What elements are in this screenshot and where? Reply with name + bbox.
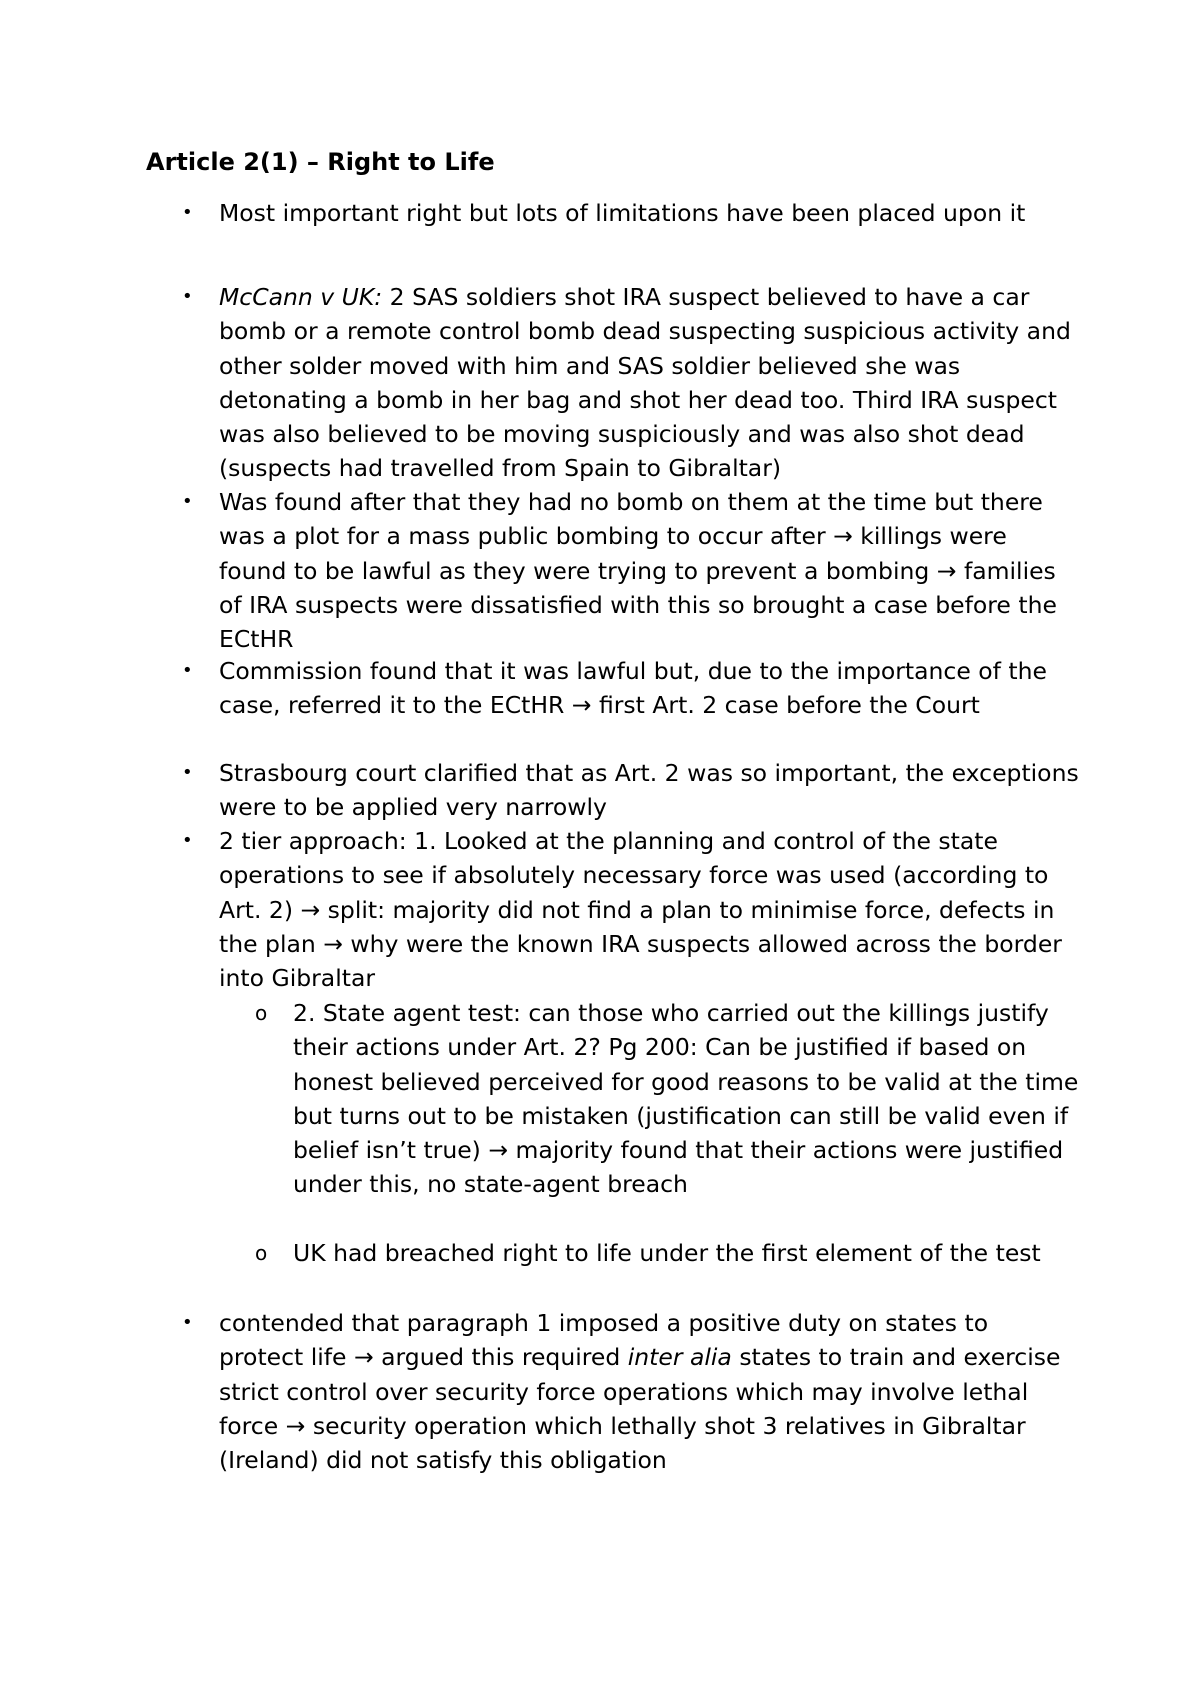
item-text: states to train and exercise strict control over security force operations which may involve lethal force <box>219 1343 1061 1440</box>
list-item <box>219 196 1079 230</box>
item-text: 2 tier approach: 1. Looked at the planning and control of the state operations to see if absolutely necessary force was used (according to Art. 2) <box>219 827 1049 924</box>
arrow-icon: → <box>488 1136 509 1165</box>
latin-phrase: inter alia <box>627 1343 732 1372</box>
sub-bullet-icon: o <box>255 1241 268 1265</box>
item-text: Was found after that they had no bomb on them at the time but there was a plot for a mass public bombing to occur after <box>219 488 1043 551</box>
item-text: killings were found to be lawful as they were trying to prevent a bombing <box>219 522 1007 585</box>
item-text: security operation which lethally shot 3 relatives in Gibraltar (Ireland) did not satisfy this obligation <box>219 1411 1026 1475</box>
bullet-icon: • <box>182 1312 193 1333</box>
item-text: Strasbourg court clarified that as Art. 2 was so important, the exceptions were to be applied very narrowly <box>219 759 1079 822</box>
bullet-icon: • <box>182 286 193 307</box>
item-text: contended that paragraph 1 imposed a positive duty on states to protect life <box>219 1309 989 1372</box>
arrow-icon: → <box>285 1411 306 1440</box>
bullet-icon: • <box>182 660 193 681</box>
item-text: UK had breached right to life under the first element of the test <box>293 1239 1041 1267</box>
arrow-icon: → <box>300 895 321 924</box>
case-name: McCann v UK: <box>219 283 383 311</box>
item-text: Most important right but lots of limitations have been placed upon it <box>219 199 1026 227</box>
item-text: 2 SAS soldiers shot IRA suspect believed to have a car bomb or a remote control bomb dead suspecting suspicious activity and other solder moved with him and SAS soldier believed she was detonating a bomb in her bag and shot her dead too. Third IRA suspect was also believed to be moving suspiciously and was also shot dead (suspects had travelled from Spain to Gibraltar) <box>219 283 1071 483</box>
page-title: Article 2(1) – Right to Life <box>146 148 495 176</box>
list-item <box>219 485 1079 656</box>
item-text: 2. State agent test: can those who carried out the killings justify their actions under Art. 2? Pg 200: Can be justified if based on honest believed perceived for good reasons to be valid at the time but turns out to be mistaken (justification can still be valid even if belief isn’t true) <box>293 999 1079 1165</box>
list-item <box>293 1236 1083 1270</box>
list-item <box>219 280 1079 486</box>
arrow-icon: → <box>353 1343 374 1372</box>
list-item <box>219 1306 1079 1477</box>
arrow-icon: → <box>571 691 592 720</box>
item-text: argued this required <box>373 1343 628 1372</box>
arrow-icon: → <box>323 929 343 958</box>
item-text: first Art. 2 case before the Court <box>591 691 980 720</box>
item-text: split: majority did not find a plan to minimise force, defects in the plan <box>219 895 1055 958</box>
bullet-icon: • <box>182 491 193 512</box>
sub-bullet-icon: o <box>255 1001 268 1025</box>
arrow-icon: → <box>833 522 853 551</box>
item-text: majority found that their actions were justified under this, no state-agent breach <box>293 1136 1064 1199</box>
bullet-icon: • <box>182 202 193 223</box>
list-item <box>219 756 1079 825</box>
list-item <box>219 654 1079 723</box>
item-text: Commission found that it was lawful but, due to the importance of the case, referred it to the ECtHR <box>219 657 1047 720</box>
item-text: why were the known IRA suspects allowed across the border into Gibraltar <box>219 929 1062 993</box>
item-text: families of IRA suspects were dissatisfied with this so brought a case before the ECtHR <box>219 556 1057 654</box>
arrow-icon: → <box>936 556 957 585</box>
bullet-icon: • <box>182 762 193 783</box>
list-item <box>293 996 1083 1202</box>
bullet-icon: • <box>182 830 193 851</box>
list-item <box>219 824 1079 995</box>
